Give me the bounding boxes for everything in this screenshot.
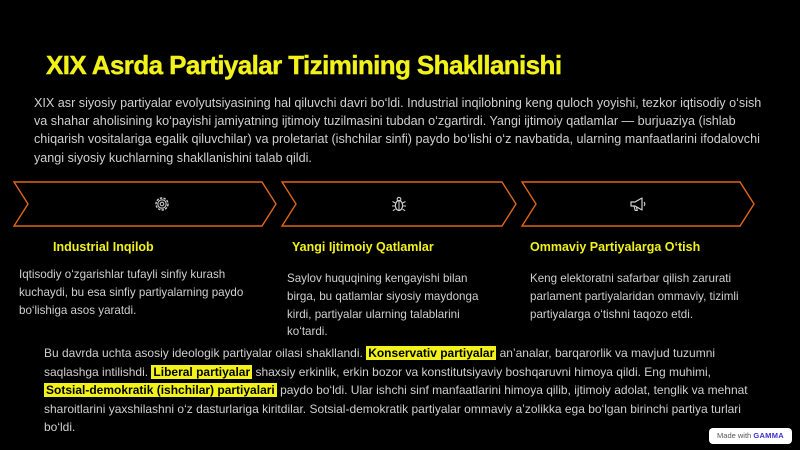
megaphone-icon [628, 194, 648, 214]
step-arrow-1 [14, 182, 276, 226]
highlight-conservative: Konservativ partiyalar [368, 346, 495, 360]
step-text-3: Keng elektoratni safarbar qilish zarurati parlament partiyalaridan ommaviy, tizimli partiyalarga o‘tishni taqozo etdi. [530, 272, 739, 321]
slide-title: XIX Asrda Partiyalar Tizimining Shakllanishi [46, 50, 562, 80]
step-title-2: Yangi Ijtimoiy Qatlamlar [292, 240, 434, 254]
badge-brand: GAMMA [753, 431, 784, 440]
process-arrows [0, 178, 800, 230]
summary-text-2: an’analar, barqarorlik va mavjud tuzumni saqlashga intilishdi. [44, 346, 716, 379]
step-title-3: Ommaviy Partiyalarga O‘tish [530, 240, 701, 254]
summary-paragraph [44, 344, 748, 437]
summary-text-3: shaxsiy erkinlik, erkin bozor va konstitutsiyaviy boshqaruvni himoya qildi. Eng muhimi, [252, 364, 711, 379]
gear-icon [152, 194, 172, 214]
step-text-1: Iqtisodiy o‘zgarishlar tufayli sinfiy kurash kuchaydi, bu esa sinfiy partiyalarning paydo bo‘lishiga asos yaratdi. [19, 268, 244, 317]
step-title-1: Industrial Inqilob [53, 240, 154, 254]
summary-text-1: Bu davrda uchta asosiy ideologik partiyalar oilasi shakllandi. [44, 346, 367, 360]
highlight-social-democratic: Sotsial-demokratik (ishchilar) partiyalari [46, 383, 275, 398]
badge-prefix: Made with [717, 431, 754, 440]
summary-text-4: paydo bo‘ldi. Ular ishchi sinf manfaatlarini himoya qilib, ijtimoiy adolat, tenglik va mehnat sharoitlarini yaxshilashni o‘z dasturlariga kiritdilar. Sotsial-demokratik partiyalar ommaviy a’zolikka ega bo‘lgan birinchi partiya turlari bo‘ldi. [44, 383, 748, 435]
highlight-liberal: Liberal partiyalar [153, 364, 251, 379]
bug-icon [389, 194, 409, 214]
step-text-2: Saylov huquqining kengayishi bilan birga, bu qatlamlar siyosiy maydonga kirdi, partiyalar ularning talablarini ko‘tardi. [287, 272, 479, 339]
made-with-gamma-badge[interactable] [709, 428, 792, 444]
intro-paragraph: XIX asr siyosiy partiyalar evolyutsiyasining hal qiluvchi davri bo‘ldi. Industrial inqilobning keng quloch yoyishi, tezkor iqtisodiy o‘sish va shahar aholisining ko‘payishi jamiyatning ijtimoiy tuzilmasini tubdan o‘zgartirdi. Yangi ijtimoiy qatlamlar — burjuaziya (ishlab chiqarish vositalariga egalik qiluvchilar) va proletariat (ishchilar sinfi) paydo bo‘lishi o‘z navbatida, ularning manfaatlarini ifodalovchi yangi siyosiy kuchlarning shakllanishini talab qildi. [34, 96, 762, 165]
